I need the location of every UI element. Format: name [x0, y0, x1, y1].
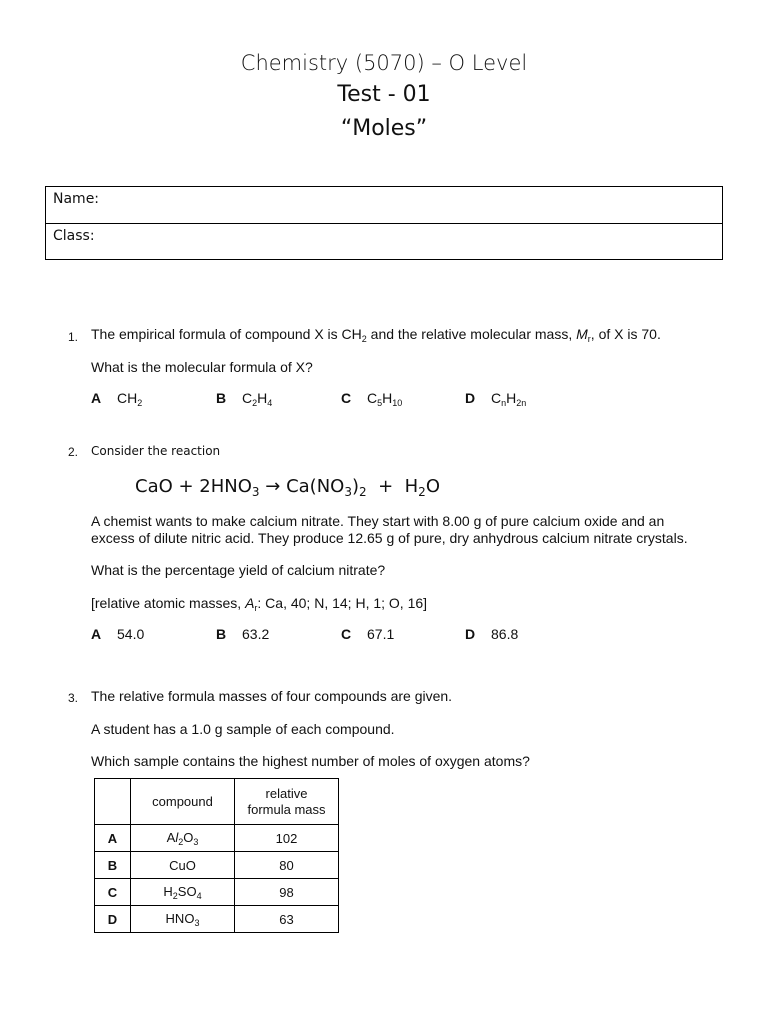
question-text-line-2: excess of dilute nitric acid. They produce 12.65 g of pure, dry anhydrous calcium nitrate crystals.	[91, 530, 688, 546]
student-info-box	[45, 186, 723, 260]
reaction-equation: CaO + $2HNO_3 \to Ca(NO_3)_2 + H_2O$	[135, 476, 440, 499]
option-d[interactable]: D 86.8	[465, 626, 519, 642]
row-compound: CuO	[131, 852, 235, 879]
question-prompt: What is the molecular formula of X?	[91, 359, 313, 375]
question-number: 2.	[68, 445, 79, 459]
name-label: Name:	[53, 191, 100, 207]
question-intro: Consider the reaction	[91, 444, 221, 458]
row-compound: $HNO_3$	[131, 906, 235, 933]
compound-table	[94, 778, 339, 933]
table-row[interactable]	[95, 906, 339, 933]
row-mass: 63	[235, 906, 339, 933]
topic-title: “Moles”	[340, 116, 428, 141]
option-a[interactable]: A 54.0	[91, 626, 145, 642]
question-number: 3.	[68, 691, 79, 705]
table-header-mass: relative formula mass	[235, 779, 339, 825]
subject-title: Chemistry (5070) – O Level	[240, 51, 528, 75]
question-text-line-2: A student has a 1.0 g sample of each compound.	[91, 721, 395, 737]
question-prompt: What is the percentage yield of calcium nitrate?	[91, 562, 386, 578]
option-c[interactable]: C $C_5H_{10}$	[341, 390, 403, 408]
option-b[interactable]: B 63.2	[216, 626, 270, 642]
question-text-line-1: The relative formula masses of four compounds are given.	[91, 688, 453, 704]
table-header-letter	[95, 779, 131, 825]
name-field[interactable]	[46, 187, 722, 223]
row-letter: D	[95, 906, 131, 933]
test-title: Test - 01	[337, 82, 431, 107]
option-a[interactable]: A $CH_2$	[91, 390, 143, 408]
row-mass: 102	[235, 825, 339, 852]
row-compound: $Al_2O_3$	[131, 825, 235, 852]
row-letter: A	[95, 825, 131, 852]
option-d[interactable]: D $C_nH_{2n}$	[465, 390, 527, 408]
row-mass: 98	[235, 879, 339, 906]
table-header-row	[95, 779, 339, 825]
row-letter: B	[95, 852, 131, 879]
table-header-compound: compound	[131, 779, 235, 825]
atomic-mass-data: [relative atomic masses, $A_r$: Ca, 40; N, 14; H, 1; O, 16]	[91, 595, 428, 613]
table-row[interactable]	[95, 879, 339, 906]
row-letter: C	[95, 879, 131, 906]
document-header	[0, 48, 768, 146]
option-c[interactable]: C 67.1	[341, 626, 395, 642]
question-prompt: Which sample contains the highest number of moles of oxygen atoms?	[91, 753, 530, 769]
question-stem: The empirical formula of compound X is $CH_2$ and the relative molecular mass, $M_r$, of X is 70.	[91, 326, 661, 344]
class-field[interactable]	[46, 223, 722, 259]
row-mass: 80	[235, 852, 339, 879]
table-row[interactable]	[95, 852, 339, 879]
table-row[interactable]	[95, 825, 339, 852]
row-compound: $H_2SO_4$	[131, 879, 235, 906]
option-b[interactable]: B $C_2H_4$	[216, 390, 273, 408]
question-number: 1.	[68, 330, 79, 344]
class-label: Class:	[53, 228, 95, 244]
question-text-line-1: A chemist wants to make calcium nitrate. They start with 8.00 g of pure calcium oxide and an	[91, 513, 665, 529]
